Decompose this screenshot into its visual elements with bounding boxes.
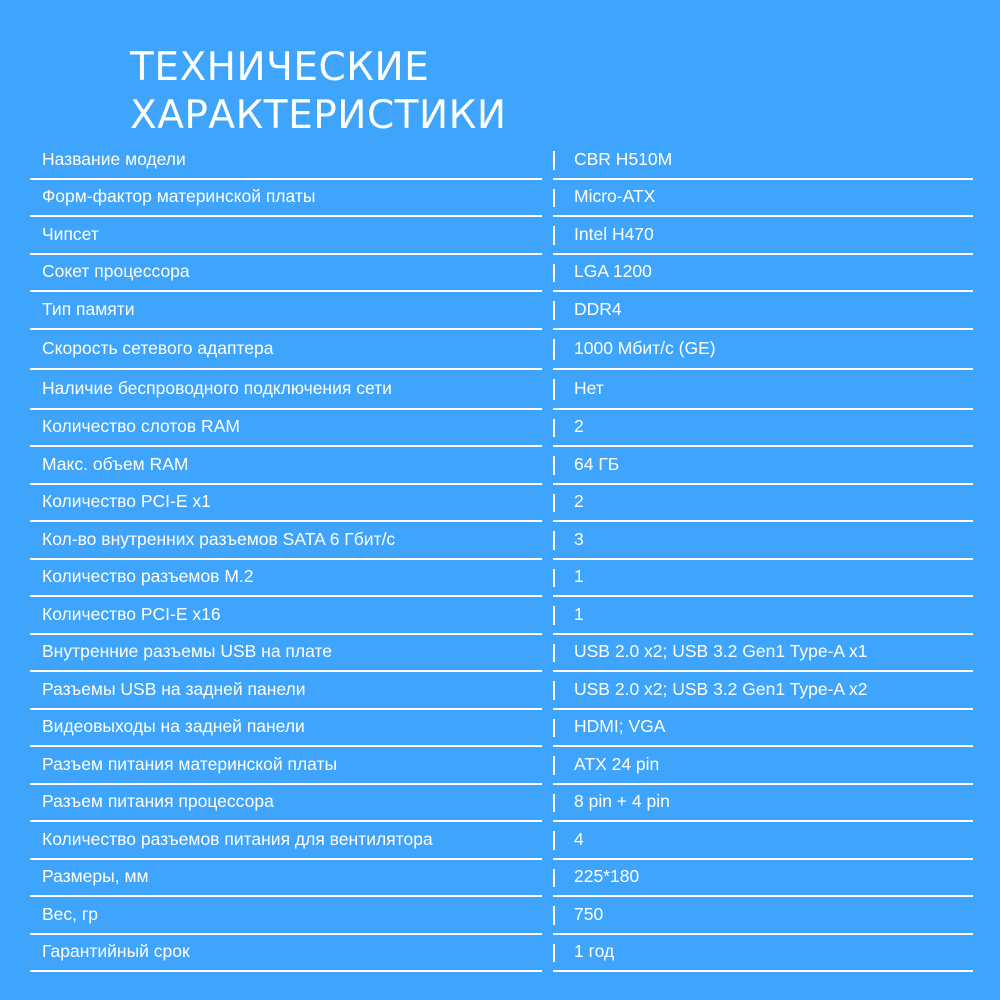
column-divider: [553, 569, 555, 588]
spec-value: Micro-ATX: [574, 186, 656, 207]
spec-value: USB 2.0 x2; USB 3.2 Gen1 Type-A x1: [574, 641, 868, 662]
spec-row-cpu-power: [0, 785, 1000, 823]
spec-row-rear-usb: [0, 672, 1000, 710]
spec-value: 4: [574, 828, 584, 849]
spec-label: Кол-во внутренних разъемов SATA 6 Гбит/с: [42, 528, 396, 549]
spec-row-max-ram: [0, 447, 1000, 485]
column-divider: [553, 339, 555, 360]
page-title-line-2: ХАРАКТЕРИСТИКИ: [130, 93, 507, 138]
column-divider: [553, 831, 555, 850]
spec-value: CBR H510M: [574, 148, 673, 169]
spec-row-dimensions: [0, 860, 1000, 898]
spec-label: Размеры, мм: [42, 866, 149, 887]
column-divider: [553, 189, 555, 208]
spec-label: Скорость сетевого адаптера: [42, 337, 274, 358]
spec-value: HDMI; VGA: [574, 716, 666, 737]
spec-value: Нет: [574, 377, 604, 398]
spec-label: Внутренние разъемы USB на плате: [42, 641, 333, 662]
spec-value: 225*180: [574, 866, 640, 887]
column-divider: [553, 606, 555, 625]
spec-label: Вес, гр: [42, 903, 98, 924]
spec-value: 8 pin + 4 pin: [574, 791, 670, 812]
column-divider: [553, 226, 555, 245]
spec-row-wireless: [0, 370, 1000, 410]
spec-value: Intel H470: [574, 223, 654, 244]
spec-label: Макс. объем RAM: [42, 453, 189, 474]
spec-row-pcie-x16: [0, 597, 1000, 635]
spec-value: DDR4: [574, 298, 622, 319]
spec-label: Количество слотов RAM: [42, 416, 240, 437]
spec-row-video-outputs: [0, 710, 1000, 748]
spec-value: 1000 Мбит/с (GE): [574, 337, 716, 358]
spec-value: ATX 24 pin: [574, 753, 660, 774]
column-divider: [553, 301, 555, 320]
spec-row-sata-ports: [0, 522, 1000, 560]
column-divider: [553, 944, 555, 963]
spec-row-weight: [0, 897, 1000, 935]
spec-value: 2: [574, 491, 584, 512]
spec-label: Разъем питания процессора: [42, 791, 274, 812]
spec-label: Сокет процессора: [42, 261, 190, 282]
spec-label: Количество разъемов питания для вентилятора: [42, 828, 433, 849]
spec-label: Разъемы USB на задней панели: [42, 678, 306, 699]
spec-label: Количество PCI-E x1: [42, 491, 211, 512]
spec-value: LGA 1200: [574, 261, 652, 282]
spec-label: Количество разъемов M.2: [42, 566, 254, 587]
spec-label: Название модели: [42, 148, 186, 169]
spec-row-form-factor: [0, 180, 1000, 218]
column-divider: [553, 756, 555, 775]
column-divider: [553, 494, 555, 513]
spec-row-network-speed: [0, 330, 1000, 370]
spec-row-internal-usb: [0, 635, 1000, 673]
column-divider: [553, 719, 555, 738]
row-separator-left: [30, 970, 542, 972]
column-divider: [553, 644, 555, 663]
spec-row-warranty: [0, 935, 1000, 973]
spec-label: Наличие беспроводного подключения сети: [42, 377, 392, 398]
column-divider: [553, 869, 555, 888]
spec-label: Форм-фактор материнской платы: [42, 186, 316, 207]
spec-label: Гарантийный срок: [42, 941, 190, 962]
column-divider: [553, 906, 555, 925]
spec-row-ram-slots: [0, 410, 1000, 448]
specs-table: [0, 142, 1000, 972]
spec-row-chipset: [0, 217, 1000, 255]
spec-row-cpu-socket: [0, 255, 1000, 293]
spec-value: 750: [574, 903, 604, 924]
spec-label: Тип памяти: [42, 298, 135, 319]
column-divider: [553, 681, 555, 700]
spec-value: 1: [574, 566, 584, 587]
spec-label: Чипсет: [42, 223, 99, 244]
spec-value: 2: [574, 416, 584, 437]
column-divider: [553, 456, 555, 475]
spec-value: USB 2.0 x2; USB 3.2 Gen1 Type-A x2: [574, 678, 868, 699]
spec-label: Разъем питания материнской платы: [42, 753, 338, 774]
column-divider: [553, 379, 555, 400]
spec-row-fan-headers: [0, 822, 1000, 860]
spec-label: Видеовыходы на задней панели: [42, 716, 305, 737]
spec-value: 3: [574, 528, 584, 549]
column-divider: [553, 794, 555, 813]
column-divider: [553, 264, 555, 283]
spec-value: 64 ГБ: [574, 453, 620, 474]
spec-row-pcie-x1: [0, 485, 1000, 523]
page-title-line-1: ТЕХНИЧЕСКИЕ: [130, 45, 430, 90]
spec-label: Количество PCI-E x16: [42, 603, 221, 624]
column-divider: [553, 151, 555, 170]
column-divider: [553, 419, 555, 438]
row-separator-right: [553, 970, 973, 972]
spec-row-m2-slots: [0, 560, 1000, 598]
spec-row-board-power: [0, 747, 1000, 785]
spec-row-memory-type: [0, 292, 1000, 330]
page-title: [130, 44, 507, 140]
column-divider: [553, 531, 555, 550]
spec-value: 1 год: [574, 941, 615, 962]
spec-value: 1: [574, 603, 584, 624]
spec-row-model-name: [0, 142, 1000, 180]
